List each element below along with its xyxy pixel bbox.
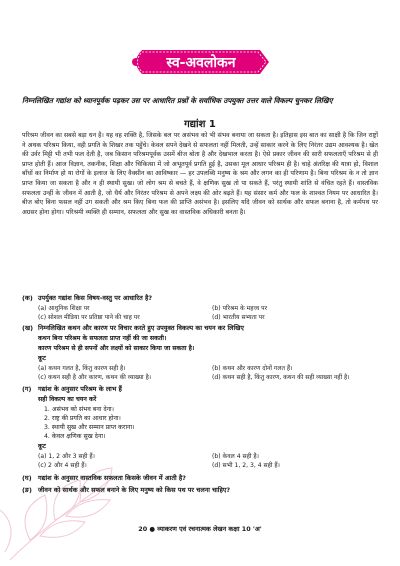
option-c[interactable]: (c) कथन सही है और कारण, कथन की व्याख्या है। <box>38 374 152 381</box>
question-text: गद्यांश के अनुसार परिश्रम के लाभ हैं <box>38 385 122 393</box>
section-banner <box>128 48 271 76</box>
banner-title: स्व-अवलोकन <box>166 55 236 71</box>
option-b[interactable]: (b) कथन और कारण दोनों गलत हैं। <box>212 365 293 372</box>
question-number: (ङ) <box>22 486 32 494</box>
option-b[interactable]: (b) केवल 4 सही है। <box>212 453 259 460</box>
passage-heading: गद्यांश 1 <box>184 119 216 130</box>
option-b[interactable]: (b) परिश्रम के महत्त्व पर <box>212 305 268 312</box>
page-footer: 20 ● व्याकरण एवं रचनात्मक लेखन कक्षा 10 'अ' <box>138 525 262 533</box>
question-number: (ख) <box>22 324 34 332</box>
option-a[interactable]: (a) आधुनिक शिक्षा पर <box>38 305 90 312</box>
code-label: कूट <box>38 443 46 450</box>
question-number: (घ) <box>22 474 32 482</box>
list-item: 3. स्थायी सुख और सम्मान प्राप्त कराना। <box>44 424 135 431</box>
list-item: 2. राष्ट्र की प्रगति का आधार होना। <box>44 415 121 422</box>
option-d[interactable]: (d) कथन सही है, किंतु कारण, कथन की सही व्याख्या नहीं है। <box>212 374 350 381</box>
question-text: गद्यांश के अनुसार वास्तविक सफलता किसके जीवन में आती है? <box>38 474 186 482</box>
list-item: 4. केवल क्षणिक सुख देना। <box>44 433 106 440</box>
list-item: 1. असंभव को संभव बना देना। <box>44 406 115 413</box>
option-a[interactable]: (a) कथन गलत है, किंतु कारण सही है। <box>38 365 126 372</box>
instruction-text: निम्नलिखित गद्यांश को ध्यानपूर्वक पढ़कर उस पर आधारित प्रश्नों के सर्वाधिक उपयुक्त उत्तर वाले विकल्प चुनकर लिखिए <box>22 96 333 105</box>
option-a[interactable]: (a) 1, 2 और 3 सही हैं। <box>38 453 95 460</box>
question-text: जीवन को सार्थक और सफल बनाने के लिए मनुष्य को किस पथ पर चलना चाहिए? <box>38 486 231 494</box>
code-label: कूट <box>38 355 46 362</box>
statement-text: कथन बिना परिश्रम के सफलता प्राप्त नहीं की जा सकती। <box>38 335 167 342</box>
question-text: निम्नलिखित कथन और कारण पर विचार करते हुए उपयुक्त विकल्प का चयन कर लिखिए <box>38 324 244 332</box>
option-c[interactable]: (c) 2 और 4 सही हैं। <box>38 462 87 469</box>
option-d[interactable]: (d) सभी 1, 2, 3, 4 सही हैं। <box>212 462 280 469</box>
option-c[interactable]: (c) सोशल मीडिया पर प्रतिष्ठा पाने की चाह पर <box>38 314 140 321</box>
question-number: (ग) <box>22 385 32 393</box>
question-subtext: सही विकल्प का चयन करें <box>38 396 97 403</box>
option-d[interactable]: (d) भारतीय सभ्यता पर <box>212 314 265 321</box>
question-text: उपर्युक्त गद्यांश किस विषय-वस्तु पर आधारित है? <box>38 294 153 302</box>
reason-text: कारण परिश्रम से ही सपनों और लक्ष्यों को साकार किया जा सकता है। <box>38 345 195 352</box>
question-number: (क) <box>22 294 33 302</box>
passage-text: परिश्रम जीवन का सबसे बड़ा धन है। यह वह शक्ति है, जिसके बल पर असंभव को भी संभव बनाया जा सकता है। इतिहास इस बात का साक्षी है कि जिन राष्ट्रों ने अथक परिश्रम किया, वही प्रगति के शिखर तक पहुँचे। केवल सपने देखने से सफलता नहीं मिलती, उन्हें साकार करने के लिए निरंतर उद्यम आवश्यक है। खेत की उर्वर मिट्टी भी तभी फल देती है, जब किसान परिश्रमपूर्वक उसमें बीज बोता है और देखभाल करता है। ऐसे प्रकार जीवन की सारी सफलताएँ परिश्रम से ही प्राप्त होती हैं। आज विज्ञान, तकनीक, शिक्षा और चिकित्सा में जो अभूतपूर्व प्रगति हुई है, उसका मूल आधार परिश्रम ही है। चाहे अंतरिक्ष की यात्रा हो, विशाल बाँधों का निर्माण हो या रोगों के इलाज के लिए वैक्सीन का आविष्कार — हर उपलब्धि मनुष्य के श्रम और लगन का ही परिणाम है। बिना परिश्रम के न तो ज्ञान प्राप्त किया जा सकता है और न ही स्थायी सुख। जो लोग श्रम से बचते हैं, वे क्षणिक सुख तो पा सकते हैं, परंतु स्थायी शांति से वंचित रहते हैं। वास्तविक सफलता उन्हीं के जीवन में आती है, जो धैर्य और निरंतर परिश्रम से अपने लक्ष्य की ओर बढ़ते हैं। यह संसार कर्म और फल के शाश्वत नियम पर आधारित है। बीज बोए बिना फसल नहीं उग सकती और श्रम किए बिना फल की प्राप्ति असंभव है। इसलिए यदि जीवन को सार्थक और सफल बनाना है, तो कर्मपथ पर अग्रसर होना होगा। परिश्रमी व्यक्ति ही सम्मान, सफलता और सुख का वास्तविक अधिकारी बनता है। <box>22 132 378 216</box>
